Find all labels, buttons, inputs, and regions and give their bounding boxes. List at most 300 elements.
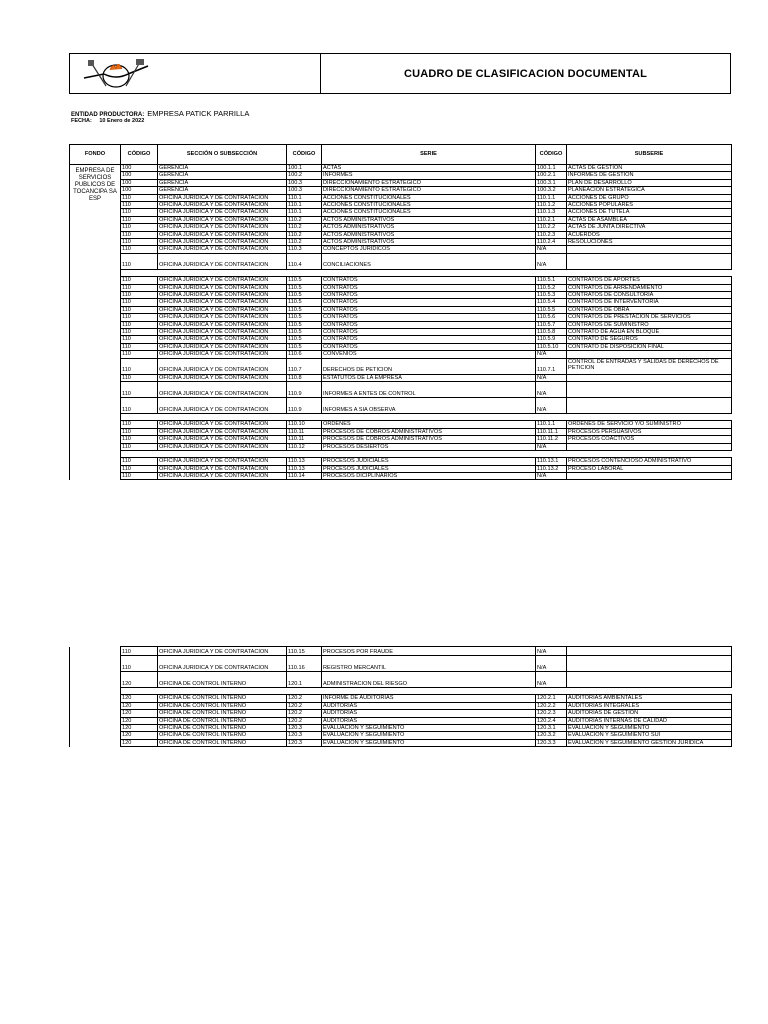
seccion-cell: GERENCIA bbox=[158, 179, 287, 186]
codigo-serie-cell: 110.10 bbox=[287, 421, 322, 428]
codigo-subserie-cell: 100.1.1 bbox=[536, 165, 567, 172]
subserie-cell bbox=[567, 246, 732, 253]
subserie-cell: AUDITORIAS DE GESTION bbox=[567, 710, 732, 717]
serie-cell: REGISTRO MERCANTIL bbox=[322, 656, 536, 672]
codigo-seccion-cell: 100 bbox=[121, 179, 158, 186]
serie-cell: PROCESOS DE COBROS ADMINISTRATIVOS bbox=[322, 436, 536, 443]
table-row bbox=[70, 647, 732, 656]
table-row bbox=[70, 458, 732, 465]
codigo-seccion-cell: 110 bbox=[121, 647, 158, 656]
codigo-seccion-cell: 110 bbox=[121, 253, 158, 269]
codigo-seccion-cell: 120 bbox=[121, 702, 158, 709]
codigo-subserie-cell: 120.3.2 bbox=[536, 732, 567, 739]
codigo-subserie-cell: 120.2.1 bbox=[536, 695, 567, 702]
serie-cell: AUDITORIAS bbox=[322, 717, 536, 724]
codigo-serie-cell: 110.16 bbox=[287, 656, 322, 672]
table-row bbox=[70, 351, 732, 358]
serie-cell: CONTRATOS bbox=[322, 291, 536, 298]
table-row bbox=[70, 321, 732, 328]
codigo-subserie-cell: 110.5.7 bbox=[536, 321, 567, 328]
codigo-serie-cell: 110.9 bbox=[287, 382, 322, 398]
seccion-cell: OFICINA JURIDICA Y DE CONTRATACION bbox=[158, 458, 287, 465]
codigo-serie-cell: 110.5 bbox=[287, 329, 322, 336]
codigo-serie-cell: 110.1 bbox=[287, 194, 322, 201]
codigo-subserie-cell: 120.3.3 bbox=[536, 739, 567, 746]
codigo-seccion-cell: 110 bbox=[121, 398, 158, 414]
codigo-subserie-cell: 110.5.2 bbox=[536, 284, 567, 291]
seccion-cell: GERENCIA bbox=[158, 165, 287, 172]
table-row bbox=[70, 202, 732, 209]
gap-cell bbox=[567, 688, 732, 695]
subserie-cell: AUDITORIAS AMBIENTALES bbox=[567, 695, 732, 702]
table-row bbox=[70, 398, 732, 414]
codigo-serie-cell: 110.7 bbox=[287, 358, 322, 374]
seccion-cell: OFICINA JURIDICA Y DE CONTRATACION bbox=[158, 284, 287, 291]
codigo-serie-cell: 120.3 bbox=[287, 724, 322, 731]
codigo-subserie-cell: 110.2.3 bbox=[536, 231, 567, 238]
table-row bbox=[70, 291, 732, 298]
codigo-seccion-cell: 120 bbox=[121, 724, 158, 731]
seccion-cell: OFICINA JURIDICA Y DE CONTRATACION bbox=[158, 321, 287, 328]
gap-cell bbox=[158, 269, 287, 276]
codigo-subserie-cell: 110.2.4 bbox=[536, 239, 567, 246]
codigo-subserie-cell: N/A bbox=[536, 253, 567, 269]
gap-cell bbox=[121, 688, 158, 695]
table-row bbox=[70, 421, 732, 428]
codigo-seccion-cell: 110 bbox=[121, 299, 158, 306]
gap-cell bbox=[567, 414, 732, 421]
serie-cell: AUDITORIAS bbox=[322, 702, 536, 709]
codigo-seccion-cell: 110 bbox=[121, 291, 158, 298]
codigo-seccion-cell: 100 bbox=[121, 172, 158, 179]
gap-cell bbox=[322, 688, 536, 695]
subserie-cell: INFORMES DE GESTION bbox=[567, 172, 732, 179]
table-row bbox=[70, 382, 732, 398]
serie-cell: PROCESOS JUDICIALES bbox=[322, 465, 536, 472]
table-row bbox=[70, 336, 732, 343]
codigo-seccion-cell: 120 bbox=[121, 710, 158, 717]
table-row bbox=[70, 314, 732, 321]
codigo-subserie-cell: 100.3.1 bbox=[536, 179, 567, 186]
codigo-serie-cell: 110.3 bbox=[287, 246, 322, 253]
seccion-cell: OFICINA JURIDICA Y DE CONTRATACION bbox=[158, 306, 287, 313]
gap-cell bbox=[536, 450, 567, 457]
subserie-cell: ORDENES DE SERVICIO Y/O SUMINISTRO bbox=[567, 421, 732, 428]
seccion-cell: GERENCIA bbox=[158, 187, 287, 194]
table-row bbox=[70, 284, 732, 291]
codigo-seccion-cell: 110 bbox=[121, 465, 158, 472]
serie-cell: ACTOS ADMINISTRATIVOS bbox=[322, 216, 536, 223]
serie-cell: CONTRATOS bbox=[322, 314, 536, 321]
codigo-serie-cell: 110.13 bbox=[287, 458, 322, 465]
serie-cell: ACTOS ADMINISTRATIVOS bbox=[322, 239, 536, 246]
codigo-subserie-cell: N/A bbox=[536, 398, 567, 414]
seccion-cell: OFICINA JURIDICA Y DE CONTRATACION bbox=[158, 656, 287, 672]
table-row bbox=[70, 374, 732, 381]
seccion-cell: OFICINA JURIDICA Y DE CONTRATACION bbox=[158, 647, 287, 656]
subserie-cell: CONTRATOS DE SUMINISTRO bbox=[567, 321, 732, 328]
header-subserie: SUBSERIE bbox=[567, 145, 732, 165]
codigo-seccion-cell: 110 bbox=[121, 473, 158, 480]
seccion-cell: OFICINA DE CONTROL INTERNO bbox=[158, 732, 287, 739]
codigo-serie-cell: 110.5 bbox=[287, 291, 322, 298]
table-header-row bbox=[70, 145, 732, 165]
codigo-seccion-cell: 110 bbox=[121, 374, 158, 381]
codigo-subserie-cell: 110.1.2 bbox=[536, 202, 567, 209]
subserie-cell bbox=[567, 473, 732, 480]
subserie-cell: EVALUACION Y SEGUIMIENTO bbox=[567, 724, 732, 731]
seccion-cell: OFICINA JURIDICA Y DE CONTRATACION bbox=[158, 382, 287, 398]
codigo-seccion-cell: 120 bbox=[121, 739, 158, 746]
codigo-serie-cell: 110.5 bbox=[287, 314, 322, 321]
subserie-cell bbox=[567, 374, 732, 381]
codigo-seccion-cell: 110 bbox=[121, 421, 158, 428]
codigo-seccion-cell: 110 bbox=[121, 202, 158, 209]
subserie-cell: PLANEACION ESTRATEGICA bbox=[567, 187, 732, 194]
codigo-serie-cell: 120.2 bbox=[287, 695, 322, 702]
gap-cell bbox=[121, 414, 158, 421]
codigo-serie-cell: 110.9 bbox=[287, 398, 322, 414]
row-gap bbox=[70, 450, 732, 457]
codigo-seccion-cell: 110 bbox=[121, 231, 158, 238]
table-row bbox=[70, 710, 732, 717]
codigo-seccion-cell: 110 bbox=[121, 277, 158, 284]
codigo-subserie-cell: 110.5.1 bbox=[536, 277, 567, 284]
table-row bbox=[70, 277, 732, 284]
codigo-serie-cell: 110.5 bbox=[287, 299, 322, 306]
serie-cell: PROCESOS DE COBROS ADMINISTRATIVOS bbox=[322, 428, 536, 435]
subserie-cell: CONTRATOS DE CONSULTORIA bbox=[567, 291, 732, 298]
serie-cell: INFORMES A SIA OBSERVA bbox=[322, 398, 536, 414]
serie-cell: ADMINISTRACION DEL RIESGO bbox=[322, 672, 536, 688]
codigo-serie-cell: 120.1 bbox=[287, 672, 322, 688]
header-seccion: SECCIÓN O SUBSECCIÓN bbox=[158, 145, 287, 165]
seccion-cell: OFICINA JURIDICA Y DE CONTRATACION bbox=[158, 358, 287, 374]
serie-cell: ORDENES bbox=[322, 421, 536, 428]
serie-cell: CONTRATOS bbox=[322, 277, 536, 284]
table-row bbox=[70, 428, 732, 435]
seccion-cell: OFICINA JURIDICA Y DE CONTRATACION bbox=[158, 291, 287, 298]
codigo-subserie-cell: 110.11.1 bbox=[536, 428, 567, 435]
table-row bbox=[70, 358, 732, 374]
codigo-serie-cell: 110.12 bbox=[287, 443, 322, 450]
seccion-cell: OFICINA JURIDICA Y DE CONTRATACION bbox=[158, 421, 287, 428]
codigo-subserie-cell: N/A bbox=[536, 672, 567, 688]
table-row bbox=[70, 231, 732, 238]
table-row bbox=[70, 656, 732, 672]
serie-cell: PROCESOS DESIERTOS bbox=[322, 443, 536, 450]
fondo-cell bbox=[70, 647, 121, 747]
serie-cell: DIRECCIONAMIENTO ESTRATEGICO bbox=[322, 179, 536, 186]
seccion-cell: OFICINA JURIDICA Y DE CONTRATACION bbox=[158, 374, 287, 381]
seccion-cell: OFICINA JURIDICA Y DE CONTRATACION bbox=[158, 224, 287, 231]
seccion-cell: GERENCIA bbox=[158, 172, 287, 179]
codigo-serie-cell: 110.5 bbox=[287, 277, 322, 284]
seccion-cell: OFICINA JURIDICA Y DE CONTRATACION bbox=[158, 343, 287, 350]
subserie-cell bbox=[567, 398, 732, 414]
gap-cell bbox=[158, 450, 287, 457]
gap-cell bbox=[536, 688, 567, 695]
gap-cell bbox=[287, 414, 322, 421]
table-row bbox=[70, 187, 732, 194]
codigo-serie-cell: 110.1 bbox=[287, 209, 322, 216]
codigo-seccion-cell: 120 bbox=[121, 717, 158, 724]
codigo-serie-cell: 110.2 bbox=[287, 224, 322, 231]
serie-cell: EVALUACION Y SEGUIMIENTO bbox=[322, 732, 536, 739]
codigo-serie-cell: 110.1 bbox=[287, 202, 322, 209]
subserie-cell: PLAN DE DESARROLLO bbox=[567, 179, 732, 186]
codigo-seccion-cell: 110 bbox=[121, 443, 158, 450]
serie-cell: CONTRATOS bbox=[322, 329, 536, 336]
table-row bbox=[70, 732, 732, 739]
table-row bbox=[70, 329, 732, 336]
subserie-cell: ACTAS DE ASAMBLEA bbox=[567, 216, 732, 223]
gap-cell bbox=[322, 269, 536, 276]
codigo-serie-cell: 110.4 bbox=[287, 253, 322, 269]
codigo-subserie-cell: 120.2.3 bbox=[536, 710, 567, 717]
codigo-seccion-cell: 110 bbox=[121, 216, 158, 223]
seccion-cell: OFICINA JURIDICA Y DE CONTRATACION bbox=[158, 336, 287, 343]
seccion-cell: OFICINA DE CONTROL INTERNO bbox=[158, 717, 287, 724]
subserie-cell: PROCESOS COACTIVOS bbox=[567, 436, 732, 443]
serie-cell: CONTRATOS bbox=[322, 343, 536, 350]
codigo-serie-cell: 110.5 bbox=[287, 284, 322, 291]
seccion-cell: OFICINA JURIDICA Y DE CONTRATACION bbox=[158, 473, 287, 480]
table-row bbox=[70, 216, 732, 223]
serie-cell: CONVENIOS bbox=[322, 351, 536, 358]
serie-cell: CONTRATOS bbox=[322, 284, 536, 291]
serie-cell: CONTRATOS bbox=[322, 306, 536, 313]
header-serie: SERIE bbox=[322, 145, 536, 165]
seccion-cell: OFICINA JURIDICA Y DE CONTRATACION bbox=[158, 216, 287, 223]
serie-cell: DIRECCIONAMIENTO ESTRATEGICO bbox=[322, 187, 536, 194]
subserie-cell bbox=[567, 647, 732, 656]
serie-cell: PROCESOS POR FRAUDE bbox=[322, 647, 536, 656]
seccion-cell: OFICINA DE CONTROL INTERNO bbox=[158, 739, 287, 746]
header-codigo-serie: CÓDIGO bbox=[287, 145, 322, 165]
gap-cell bbox=[322, 414, 536, 421]
seccion-cell: OFICINA JURIDICA Y DE CONTRATACION bbox=[158, 277, 287, 284]
codigo-seccion-cell: 110 bbox=[121, 656, 158, 672]
gap-cell bbox=[121, 269, 158, 276]
subserie-cell: AUDITORIAS INTEGRALES bbox=[567, 702, 732, 709]
row-gap bbox=[70, 414, 732, 421]
serie-cell: ACCIONES CONSTITUCIONALES bbox=[322, 209, 536, 216]
codigo-subserie-cell: N/A bbox=[536, 656, 567, 672]
table-row bbox=[70, 194, 732, 201]
seccion-cell: OFICINA JURIDICA Y DE CONTRATACION bbox=[158, 398, 287, 414]
codigo-serie-cell: 120.3 bbox=[287, 732, 322, 739]
gap-cell bbox=[322, 450, 536, 457]
serie-cell: EVALUACION Y SEGUIMIENTO bbox=[322, 739, 536, 746]
codigo-seccion-cell: 110 bbox=[121, 343, 158, 350]
serie-cell: EVALUACION Y SEGUIMIENTO bbox=[322, 724, 536, 731]
serie-cell: CONTRATOS bbox=[322, 321, 536, 328]
serie-cell: ACTOS ADMINISTRATIVOS bbox=[322, 231, 536, 238]
logo-cell bbox=[69, 53, 320, 94]
seccion-cell: OFICINA JURIDICA Y DE CONTRATACION bbox=[158, 299, 287, 306]
table-row bbox=[70, 209, 732, 216]
table-row bbox=[70, 165, 732, 172]
serie-cell: AUDITORIAS bbox=[322, 710, 536, 717]
seccion-cell: OFICINA DE CONTROL INTERNO bbox=[158, 724, 287, 731]
codigo-subserie-cell: 110.5.6 bbox=[536, 314, 567, 321]
table-row bbox=[70, 465, 732, 472]
subserie-cell: CONTRATOS DE ARRENDAMIENTO bbox=[567, 284, 732, 291]
serie-cell: CONCEPTOS JURIDICOS bbox=[322, 246, 536, 253]
codigo-seccion-cell: 110 bbox=[121, 351, 158, 358]
seccion-cell: OFICINA DE CONTROL INTERNO bbox=[158, 702, 287, 709]
serie-cell: CONCILIACIONES bbox=[322, 253, 536, 269]
serie-cell: CONTRATOS bbox=[322, 336, 536, 343]
classification-table-continued bbox=[69, 646, 732, 747]
codigo-seccion-cell: 110 bbox=[121, 436, 158, 443]
seccion-cell: OFICINA JURIDICA Y DE CONTRATACION bbox=[158, 436, 287, 443]
codigo-seccion-cell: 110 bbox=[121, 239, 158, 246]
codigo-seccion-cell: 110 bbox=[121, 306, 158, 313]
seccion-cell: OFICINA DE CONTROL INTERNO bbox=[158, 695, 287, 702]
codigo-subserie-cell: 100.3.2 bbox=[536, 187, 567, 194]
subserie-cell bbox=[567, 382, 732, 398]
seccion-cell: OFICINA JURIDICA Y DE CONTRATACION bbox=[158, 202, 287, 209]
subserie-cell: PROCESOS CONTENCIOSO ADMINISTRATIVO bbox=[567, 458, 732, 465]
subserie-cell: CONTRATOS DE APORTES bbox=[567, 277, 732, 284]
codigo-serie-cell: 110.5 bbox=[287, 336, 322, 343]
codigo-subserie-cell: 110.5.9 bbox=[536, 336, 567, 343]
entity-value: EMPRESA PATICK PARRILLA bbox=[147, 109, 250, 118]
subserie-cell bbox=[567, 656, 732, 672]
codigo-subserie-cell: 110.5.10 bbox=[536, 343, 567, 350]
subserie-cell: ACCIONES DE GRUPO bbox=[567, 194, 732, 201]
table-row bbox=[70, 443, 732, 450]
entity-line bbox=[71, 109, 249, 118]
seccion-cell: OFICINA DE CONTROL INTERNO bbox=[158, 672, 287, 688]
gap-cell bbox=[536, 414, 567, 421]
subserie-cell: CONTRATOS DE PRESTACION DE SERVICIOS bbox=[567, 314, 732, 321]
codigo-subserie-cell: 120.3.1 bbox=[536, 724, 567, 731]
subserie-cell: ACUERDOS bbox=[567, 231, 732, 238]
codigo-serie-cell: 110.2 bbox=[287, 216, 322, 223]
codigo-seccion-cell: 110 bbox=[121, 329, 158, 336]
table-row bbox=[70, 717, 732, 724]
codigo-serie-cell: 100.2 bbox=[287, 172, 322, 179]
codigo-subserie-cell: N/A bbox=[536, 647, 567, 656]
codigo-subserie-cell: 110.5.8 bbox=[536, 329, 567, 336]
codigo-seccion-cell: 110 bbox=[121, 194, 158, 201]
table-row bbox=[70, 672, 732, 688]
codigo-subserie-cell: N/A bbox=[536, 351, 567, 358]
seccion-cell: OFICINA JURIDICA Y DE CONTRATACION bbox=[158, 239, 287, 246]
date-line bbox=[71, 118, 144, 124]
codigo-seccion-cell: 110 bbox=[121, 209, 158, 216]
serie-cell: INFORMES A ENTES DE CONTROL bbox=[322, 382, 536, 398]
codigo-subserie-cell: 110.2.2 bbox=[536, 224, 567, 231]
serie-cell: INFORME DE AUDITORIAS bbox=[322, 695, 536, 702]
codigo-serie-cell: 110.14 bbox=[287, 473, 322, 480]
codigo-serie-cell: 100.1 bbox=[287, 165, 322, 172]
codigo-subserie-cell: 110.1.1 bbox=[536, 421, 567, 428]
codigo-subserie-cell: 110.2.1 bbox=[536, 216, 567, 223]
table-row bbox=[70, 253, 732, 269]
gap-cell bbox=[158, 414, 287, 421]
codigo-subserie-cell: N/A bbox=[536, 246, 567, 253]
codigo-subserie-cell: 110.5.3 bbox=[536, 291, 567, 298]
subserie-cell: CONTRATO DE DISPOSICION FINAL bbox=[567, 343, 732, 350]
seccion-cell: OFICINA JURIDICA Y DE CONTRATACION bbox=[158, 329, 287, 336]
page-title: CUADRO DE CLASIFICACION DOCUMENTAL bbox=[320, 53, 731, 94]
header-codigo-seccion: CÓDIGO bbox=[121, 145, 158, 165]
gap-cell bbox=[287, 688, 322, 695]
serie-cell: ESTATUTOS DE LA EMPRESA bbox=[322, 374, 536, 381]
codigo-seccion-cell: 110 bbox=[121, 314, 158, 321]
codigo-serie-cell: 110.11 bbox=[287, 436, 322, 443]
codigo-serie-cell: 110.2 bbox=[287, 239, 322, 246]
table-row bbox=[70, 179, 732, 186]
codigo-seccion-cell: 110 bbox=[121, 382, 158, 398]
grill-logo-icon bbox=[80, 56, 152, 92]
codigo-subserie-cell: 110.5.4 bbox=[536, 299, 567, 306]
subserie-cell bbox=[567, 443, 732, 450]
table-row bbox=[70, 702, 732, 709]
subserie-cell bbox=[567, 351, 732, 358]
seccion-cell: OFICINA JURIDICA Y DE CONTRATACION bbox=[158, 428, 287, 435]
codigo-seccion-cell: 100 bbox=[121, 165, 158, 172]
subserie-cell: ACCIONES DE TUTELA bbox=[567, 209, 732, 216]
gap-cell bbox=[287, 450, 322, 457]
header-codigo-subserie: CÓDIGO bbox=[536, 145, 567, 165]
codigo-subserie-cell: 110.13.1 bbox=[536, 458, 567, 465]
codigo-serie-cell: 110.11 bbox=[287, 428, 322, 435]
seccion-cell: OFICINA JURIDICA Y DE CONTRATACION bbox=[158, 443, 287, 450]
subserie-cell: ACTAS DE GESTION bbox=[567, 165, 732, 172]
serie-cell: PROCESOS JUDICIALES bbox=[322, 458, 536, 465]
row-gap bbox=[70, 688, 732, 695]
subserie-cell bbox=[567, 253, 732, 269]
subserie-cell: CONTRATO DE AGUA EN BLOQUE bbox=[567, 329, 732, 336]
codigo-subserie-cell: 110.13.2 bbox=[536, 465, 567, 472]
header-fondo: FONDO bbox=[70, 145, 121, 165]
codigo-subserie-cell: 120.2.4 bbox=[536, 717, 567, 724]
date-label: FECHA: bbox=[71, 118, 92, 124]
table-row bbox=[70, 246, 732, 253]
serie-cell: DERECHOS DE PETICION bbox=[322, 358, 536, 374]
seccion-cell: OFICINA JURIDICA Y DE CONTRATACION bbox=[158, 231, 287, 238]
seccion-cell: OFICINA JURIDICA Y DE CONTRATACION bbox=[158, 351, 287, 358]
table-row bbox=[70, 436, 732, 443]
codigo-subserie-cell: 110.5.5 bbox=[536, 306, 567, 313]
codigo-subserie-cell: 110.11.2 bbox=[536, 436, 567, 443]
subserie-cell: CONTRATO DE SEGUROS bbox=[567, 336, 732, 343]
codigo-subserie-cell: 110.1.1 bbox=[536, 194, 567, 201]
subserie-cell: EVALUACION Y SEGUIMIENTO SUI bbox=[567, 732, 732, 739]
codigo-seccion-cell: 120 bbox=[121, 672, 158, 688]
subserie-cell: AUDITORIAS INTERNAS DE CALIDAD bbox=[567, 717, 732, 724]
seccion-cell: OFICINA DE CONTROL INTERNO bbox=[158, 710, 287, 717]
seccion-cell: OFICINA JURIDICA Y DE CONTRATACION bbox=[158, 465, 287, 472]
table-row bbox=[70, 343, 732, 350]
codigo-subserie-cell: N/A bbox=[536, 382, 567, 398]
codigo-seccion-cell: 110 bbox=[121, 321, 158, 328]
subserie-cell: CONTROL DE ENTRADAS Y SALIDAS DE DERECHOS DE PETICION bbox=[567, 358, 732, 374]
codigo-seccion-cell: 120 bbox=[121, 732, 158, 739]
codigo-subserie-cell: 100.2.1 bbox=[536, 172, 567, 179]
codigo-seccion-cell: 110 bbox=[121, 284, 158, 291]
codigo-serie-cell: 120.2 bbox=[287, 710, 322, 717]
entity-label: ENTIDAD PRODUCTORA: bbox=[71, 112, 145, 118]
codigo-subserie-cell: N/A bbox=[536, 374, 567, 381]
fondo-cell: EMPRESA DE SERVICIOS PUBLICOS DE TOCANCIPA SA ESP bbox=[70, 165, 121, 480]
subserie-cell: CONTRATOS DE OBRA bbox=[567, 306, 732, 313]
